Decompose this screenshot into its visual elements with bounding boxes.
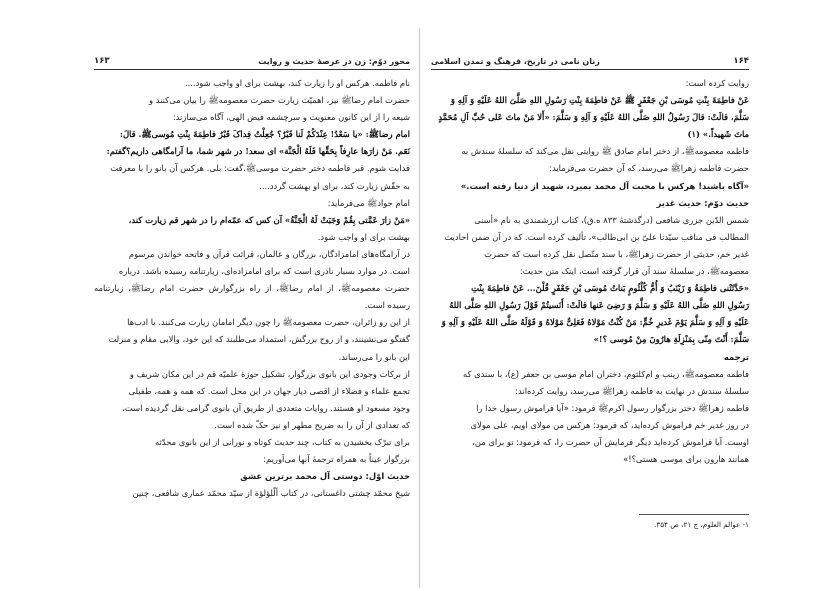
arabic-hadith-line: امام رضاﷺ: «یا سَعْدُ! عِنْدَکُمْ لَنا قَبْرٌ؟ جُعِلْتُ فِداکَ قَبْرُ فاطِمَةَ بِنْتِ مُوسیﷺ. قالَ:	[119, 129, 410, 140]
left-running-title: محور دوّم: زن در عرصهٔ حدیث و روایت	[258, 57, 410, 66]
right-page-body	[431, 75, 749, 468]
right-page-number: ۱۶۴	[733, 56, 749, 66]
right-page	[431, 0, 749, 591]
arabic-hadith-line: عَنْ فاطِمَةَ بِنْتِ مُوسَی بْنِ جَعْفَرٍ ﷺ عَنْ فاطِمَةَ بِنْتِ رَسُولِ اللهِ صَلَّیَ اللهُ عَلَیْهِ وَ آلِهِ وَ	[450, 95, 749, 106]
text-line: غدیر خم، حدیثی از حضرت زهراﷺ، با سند متّصل نقل کرده است که حضرت	[484, 248, 749, 259]
text-line: همانند هارون برای موسی هستی؟!»	[623, 454, 749, 465]
text-line: روایت کرده است:	[685, 78, 749, 88]
text-line: حضرت امام رضاﷺ نیز، اهمیّت زیارت حضرت معصومهﷺ را بیان می‌کنند و	[148, 95, 410, 106]
section-heading: «آگاه باشید! هرکس با محبت آل محمد بمیرد، شهید از دنیا رفته است.»	[460, 180, 749, 191]
text-line: به حقّش زیارت کند، برای او بهشت گردد....	[259, 180, 410, 191]
text-line: تجمع علماء و فضلاء از اقصی دیار جهان در این محل است. که همه و همه، طفیلی	[128, 385, 410, 396]
text-line: حضرت معصومهﷺ، از امام رضاﷺ، از راه بزرگوارش حضرت امام رضاﷺ، زیارتنامه رسیده است.	[94, 283, 410, 311]
text-line: این بانو را می‌رساند.	[338, 351, 410, 362]
text-line: حضرت فاطمه زهراﷺ می‌رسد، که آن حضرت می‌فرماید:	[549, 163, 749, 174]
arabic-hadith-line: «مَنْ زارَ عَمَّتی بِقُمْ وَجَبَتْ لَهُ الْجَنَّةُ» آن کس که عمّه‌ام را در شهر قم زیارت کند،	[128, 214, 410, 225]
right-running-title: زنان نامی در تاریخ، فرهنگ و تمدن اسلامی	[431, 57, 600, 66]
right-page-header	[431, 50, 749, 66]
left-header-rule	[94, 69, 410, 70]
text-line: فاطمه معصومهﷺ، زینب و ام‌کلثوم، دختران امام موسی بن جعفر (ع)، با سندی که	[462, 368, 749, 379]
text-line: از برکات وجودی این بانوی بزرگوار، تشکیل حوزهٔ علمیّه قم در این مکان شریف و	[129, 368, 410, 379]
text-line: فدایت شوم. قبر فاطمه دختر حضرت موسیﷺ.گفت: بلی. هرکس آن بانو را با معرفت	[110, 163, 410, 174]
text-line: المطالب فی مناقب سیّدنا علیّ بن ابی‌طالب»، تألیف کرده است. که در آن ضمن احادیث	[444, 231, 749, 242]
text-line: فاطمه معصومهﷺ، از دختر امام صادق ﷺ روایتی نقل می‌کند که سلسلهٔ سندش به	[461, 146, 749, 157]
text-line: در آرامگاه‌های امامزادگان، بزرگان و عالمان، قرائت قرآن و فاتحه خواندن مرسوم	[128, 248, 410, 259]
text-line: وجود مسعود او هستند. روایات متعددی از طریق آن بانوی گرامی نقل گردیده است،	[122, 402, 410, 413]
text-line: نام فاطمه. هرکس او را زیارت کند، بهشت برای او واجب شود....	[184, 78, 410, 88]
left-page-header	[94, 50, 410, 66]
text-line: از این رو زائران، حضرت معصومهﷺ را چون دیگر امامان زیارت می‌کنند. با ادب‌ها	[127, 317, 410, 328]
text-line: فاطمه زهراﷺ دختر بزرگوار رسول اکرمﷺ فرمود: «آیا فراموش رسول خدا را	[476, 402, 749, 413]
left-page	[94, 0, 410, 591]
footnote-rule	[639, 514, 749, 515]
text-line: در روز غدیر خم فراموش کرده‌اید، که فرمود: هرکس من مولای اویم، علی مولای	[470, 419, 749, 430]
text-line: بهشت برای او واجب شود.	[317, 231, 410, 242]
arabic-hadith-line: نَعَم. مَنْ زارَها عارِفاً بِحَقِّها فَلَهُ الْجَنَّة» ای سعد! در شهر شما، ما آرامگاهی داریم؟گفتم:	[106, 146, 410, 157]
text-line: شیعه را از این کانون معنویت و سرچشمه فیض الهی، آگاه می‌سازند:	[172, 112, 410, 123]
arabic-hadith-line: رَسُولِ اللهِ صَلَّی اللهُ عَلَیْهِ وَ سَلَّمَ وَ رَضِیَ عَنها قالَتْ: أَنَسیتُمْ قَوْلَ رَسُولِ اللهِ صَلَّی اللهُ	[449, 300, 749, 311]
section-heading: حدیث اوّل: دوستی آل محمد برترین عشق	[240, 471, 410, 482]
text-line: سلسلهٔ سندش در نهایت به فاطمه زهراﷺ می‌رسد، روایت کرده‌اند:	[515, 385, 749, 396]
arabic-hadith-line: سَلَّمَ، قالَتْ: قالَ رَسُولُ اللهِ صَلَّی اللهُ عَلَیْهِ وَ آلِهِ وَ سَلَّمَ: «أَلا مَنْ ماتَ عَلی حُبِّ آلِ مُحَمَّدٍ	[438, 112, 749, 123]
arabic-hadith-line: «حَدَّثَتْنی فاطِمَةُ وَ زَیْنَبُ وَ أُمُّ کُلْثُومٍ بَناتُ مُوسَی بْنِ جَعْفَرٍ قُلْنَ... عَنْ فاطِمَةَ بِنْتِ	[471, 283, 749, 294]
text-line: شمس الدّین جزری شافعی (درگذشتهٔ ۸۳۳ ه.ق)، کتاب ارزشمندی به نام «أسنی	[474, 214, 749, 225]
text-line: برای تبرّک بخشیدن به کتاب، چند حدیث کوتاه و نورانی از این بانوی محدّثه	[155, 436, 410, 447]
text-line: امام جوادﷺ می‌فرماید:	[327, 197, 410, 208]
text-line: که تعدادی از آن را به ضریح مطهر او نیز حکّ شده است.	[214, 419, 410, 430]
left-page-number: ۱۶۳	[94, 56, 110, 66]
section-heading: ترجمه	[723, 351, 749, 362]
text-line: شیخ محمّد چشتی داغستانی، در کتاب ألّلؤلؤة از سیّد محمّد عماری شافعی، چنین	[132, 488, 410, 499]
text-line: گفتگو می‌نشینند، و از روح بزرگش، استمداد می‌طلبند که این خود، والایی مقام و منزلت	[108, 334, 410, 345]
text-line: معصومهﷺ، در سلسلهٔ سند آن قرار گرفته است، اینک متن حدیث:	[519, 266, 749, 277]
page-gutter	[419, 28, 420, 588]
text-line: اوست. آیا فراموش کرده‌اید دیگر فرمایش آن حضرت را، که فرمود: تو برای من،	[472, 436, 749, 447]
arabic-hadith-line: سَلَّمَ: أَنْتَ مِنّی بِمَنْزِلَةِ هارُونَ مِنْ مُوسی ؟!»	[593, 334, 749, 345]
text-line: بزرگوار عیناً به همراه ترجمهٔ آنها می‌آوریم:	[263, 454, 410, 465]
footnote: ۱- عوالم العلوم، ج ۲۱، ص ۳۵۴.	[654, 520, 749, 529]
section-heading: حدیث دوّم: حدیث غدیر	[656, 197, 749, 208]
left-page-body	[94, 75, 410, 502]
text-line: است. در موارد بسیار نادری است که برای امامزاده‌ای، زیارتنامه رسیده باشد. درباره	[118, 266, 410, 277]
right-header-rule	[431, 69, 749, 70]
arabic-hadith-line: عَلَیْهِ وَ آلِهِ وَ سَلَّمَ یَوْمَ غَدیرِ خُمٍّ: مَنْ کُنْتُ مَوْلاهُ فَعَلِیٌّ مَوْلاهُ وَ قَوْلَهُ صَلَّی اللهُ عَلَیْهِ وَ آلِهِ وَ	[441, 317, 749, 328]
arabic-hadith-line: ماتَ شَهیداً.» (۱)	[687, 129, 749, 140]
